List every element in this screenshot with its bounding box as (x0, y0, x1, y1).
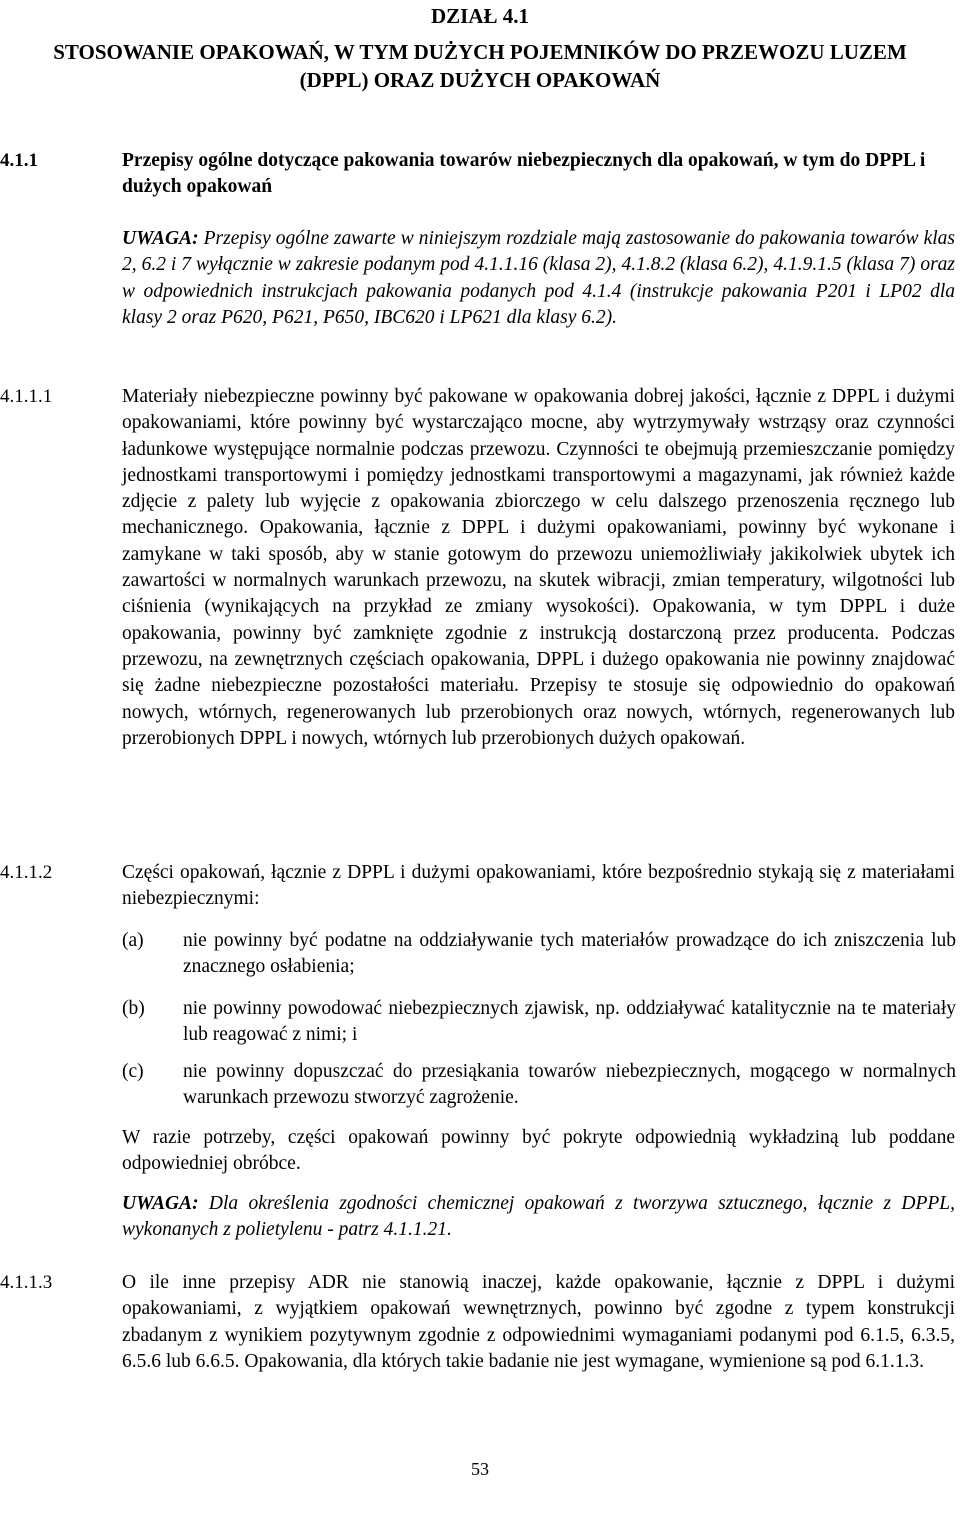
paragraph-text: Części opakowań, łącznie z DPPL i dużymi opakowaniami, które bezpośrednio stykają się z materiałami niebezpiecznymi: (122, 862, 955, 910)
note-label: UWAGA: (122, 1193, 199, 1214)
paragraph-text: Materiały niebezpieczne powinny być pakowane w opakowania dobrej jakości, łącznie z DPPL i dużymi opakowaniami, które powinny być wystarczająco mocne, aby wytrzymywały wstrząsy oraz czynności ładunkowe występujące normalnie podczas przewozu. Czynności te obejmują przemieszczanie pomiędzy jednostkami transportowymi i pomiędzy jednostkami transportowymi a magazynami, jak również każde zdjęcie z palety lub wyjęcie z opakowania zbiorczego w celu dalszego przenoszenia ręcznego lub mechanicznego. Opakowania, łącznie z DPPL i dużymi opakowaniami, powinny być wykonane i zamykane w taki sposób, aby w stanie gotowym do przewozu uniemożliwiały jakikolwiek ubytek ich zawartości w normalnych warunkach przewozu, na skutek wibracji, zmian temperatury, wilgotności lub ciśnienia (wynikających na przykład ze zmiany wysokości). Opakowania, w tym DPPL i duże opakowania, powinny być zamknięte zgodnie z instrukcją dostarczoną przez producenta. Podczas przewozu, na zewnętrznych częściach opakowania, DPPL i dużego opakowania nie powinny znajdować się żadne niebezpieczne pozostałości materiału. Przepisy te stosuje się odpowiednio do opakowań nowych, wtórnych, regenerowanych lub przerobionych oraz nowych, wtórnych, regenerowanych lub przerobionych DPPL i nowych, wtórnych lub przerobionych dużych opakowań. (122, 386, 955, 749)
list-item: nie powinny być podatne na oddziaływanie tych materiałów prowadzące do ich zniszczenia lub znacznego osłabienia; (183, 930, 956, 978)
note-text: Przepisy ogólne zawarte w niniejszym rozdziale mają zastosowanie do pakowania towarów klas 2, 6.2 i 7 wyłącznie w zakresie podanym pod 4.1.1.16 (klasa 2), 4.1.8.2 (klasa 6.2), 4.1.9.1.5 (klasa 7) oraz w odpowiednich instrukcjach pakowania podanych pod 4.1.4 (instrukcje pakowania P201 i LP02 dla klasy 2 oraz P620, P621, P650, IBC620 i LP621 dla klasy 6.2). (122, 228, 955, 328)
paragraph-text: W razie potrzeby, części opakowań powinny być pokryte odpowiednią wykładziną lub poddane odpowiedniej obróbce. (122, 1127, 955, 1175)
note-paragraph (122, 1191, 955, 1244)
list-item: nie powinny powodować niebezpiecznych zjawisk, np. oddziaływać katalitycznie na te materiały lub reagować z nimi; i (183, 998, 956, 1046)
paragraph-number: 4.1.1.3 (0, 1272, 53, 1293)
paragraph-number: 4.1.1.1 (0, 386, 53, 407)
list-item-letter: (c) (122, 1061, 144, 1082)
note-text: Dla określenia zgodności chemicznej opakowań z tworzywa sztucznego, łącznie z DPPL, wykonanych z polietylenu - patrz 4.1.1.21. (122, 1193, 955, 1241)
section-number: 4.1.1 (0, 150, 38, 171)
note-label: UWAGA: (122, 228, 199, 249)
chapter-heading: DZIAŁ 4.1 (430, 4, 530, 28)
list-item: nie powinny dopuszczać do przesiąkania towarów niebezpiecznych, mogącego w normalnych warunkach przewozu stworzyć zagrożenie. (183, 1061, 956, 1109)
chapter-title: STOSOWANIE OPAKOWAŃ, W TYM DUŻYCH POJEMNIKÓW DO PRZEWOZU LUZEM (DPPL) ORAZ DUŻYCH OPAKOWAŃ (53, 40, 907, 92)
paragraph-text: O ile inne przepisy ADR nie stanowią inaczej, każde opakowanie, łącznie z DPPL i dużymi opakowaniami, z wyjątkiem opakowań wewnętrznych, powinno być zgodne z typem konstrukcji zbadanym z wynikiem pozytywnym zgodnie z odpowiednimi wymaganiami podanymi pod 6.1.5, 6.3.5, 6.5.6 lub 6.6.5. Opakowania, dla których takie badanie nie jest wymagane, wymienione są pod 6.1.1.3. (122, 1272, 955, 1372)
list-item-letter: (b) (122, 998, 145, 1019)
list-item-letter: (a) (122, 930, 144, 951)
note-paragraph (122, 226, 955, 331)
page-number: 53 (471, 1459, 489, 1479)
section-title: Przepisy ogólne dotyczące pakowania towarów niebezpiecznych dla opakowań, w tym do DPPL i dużych opakowań (122, 150, 926, 197)
paragraph-number: 4.1.1.2 (0, 862, 53, 883)
